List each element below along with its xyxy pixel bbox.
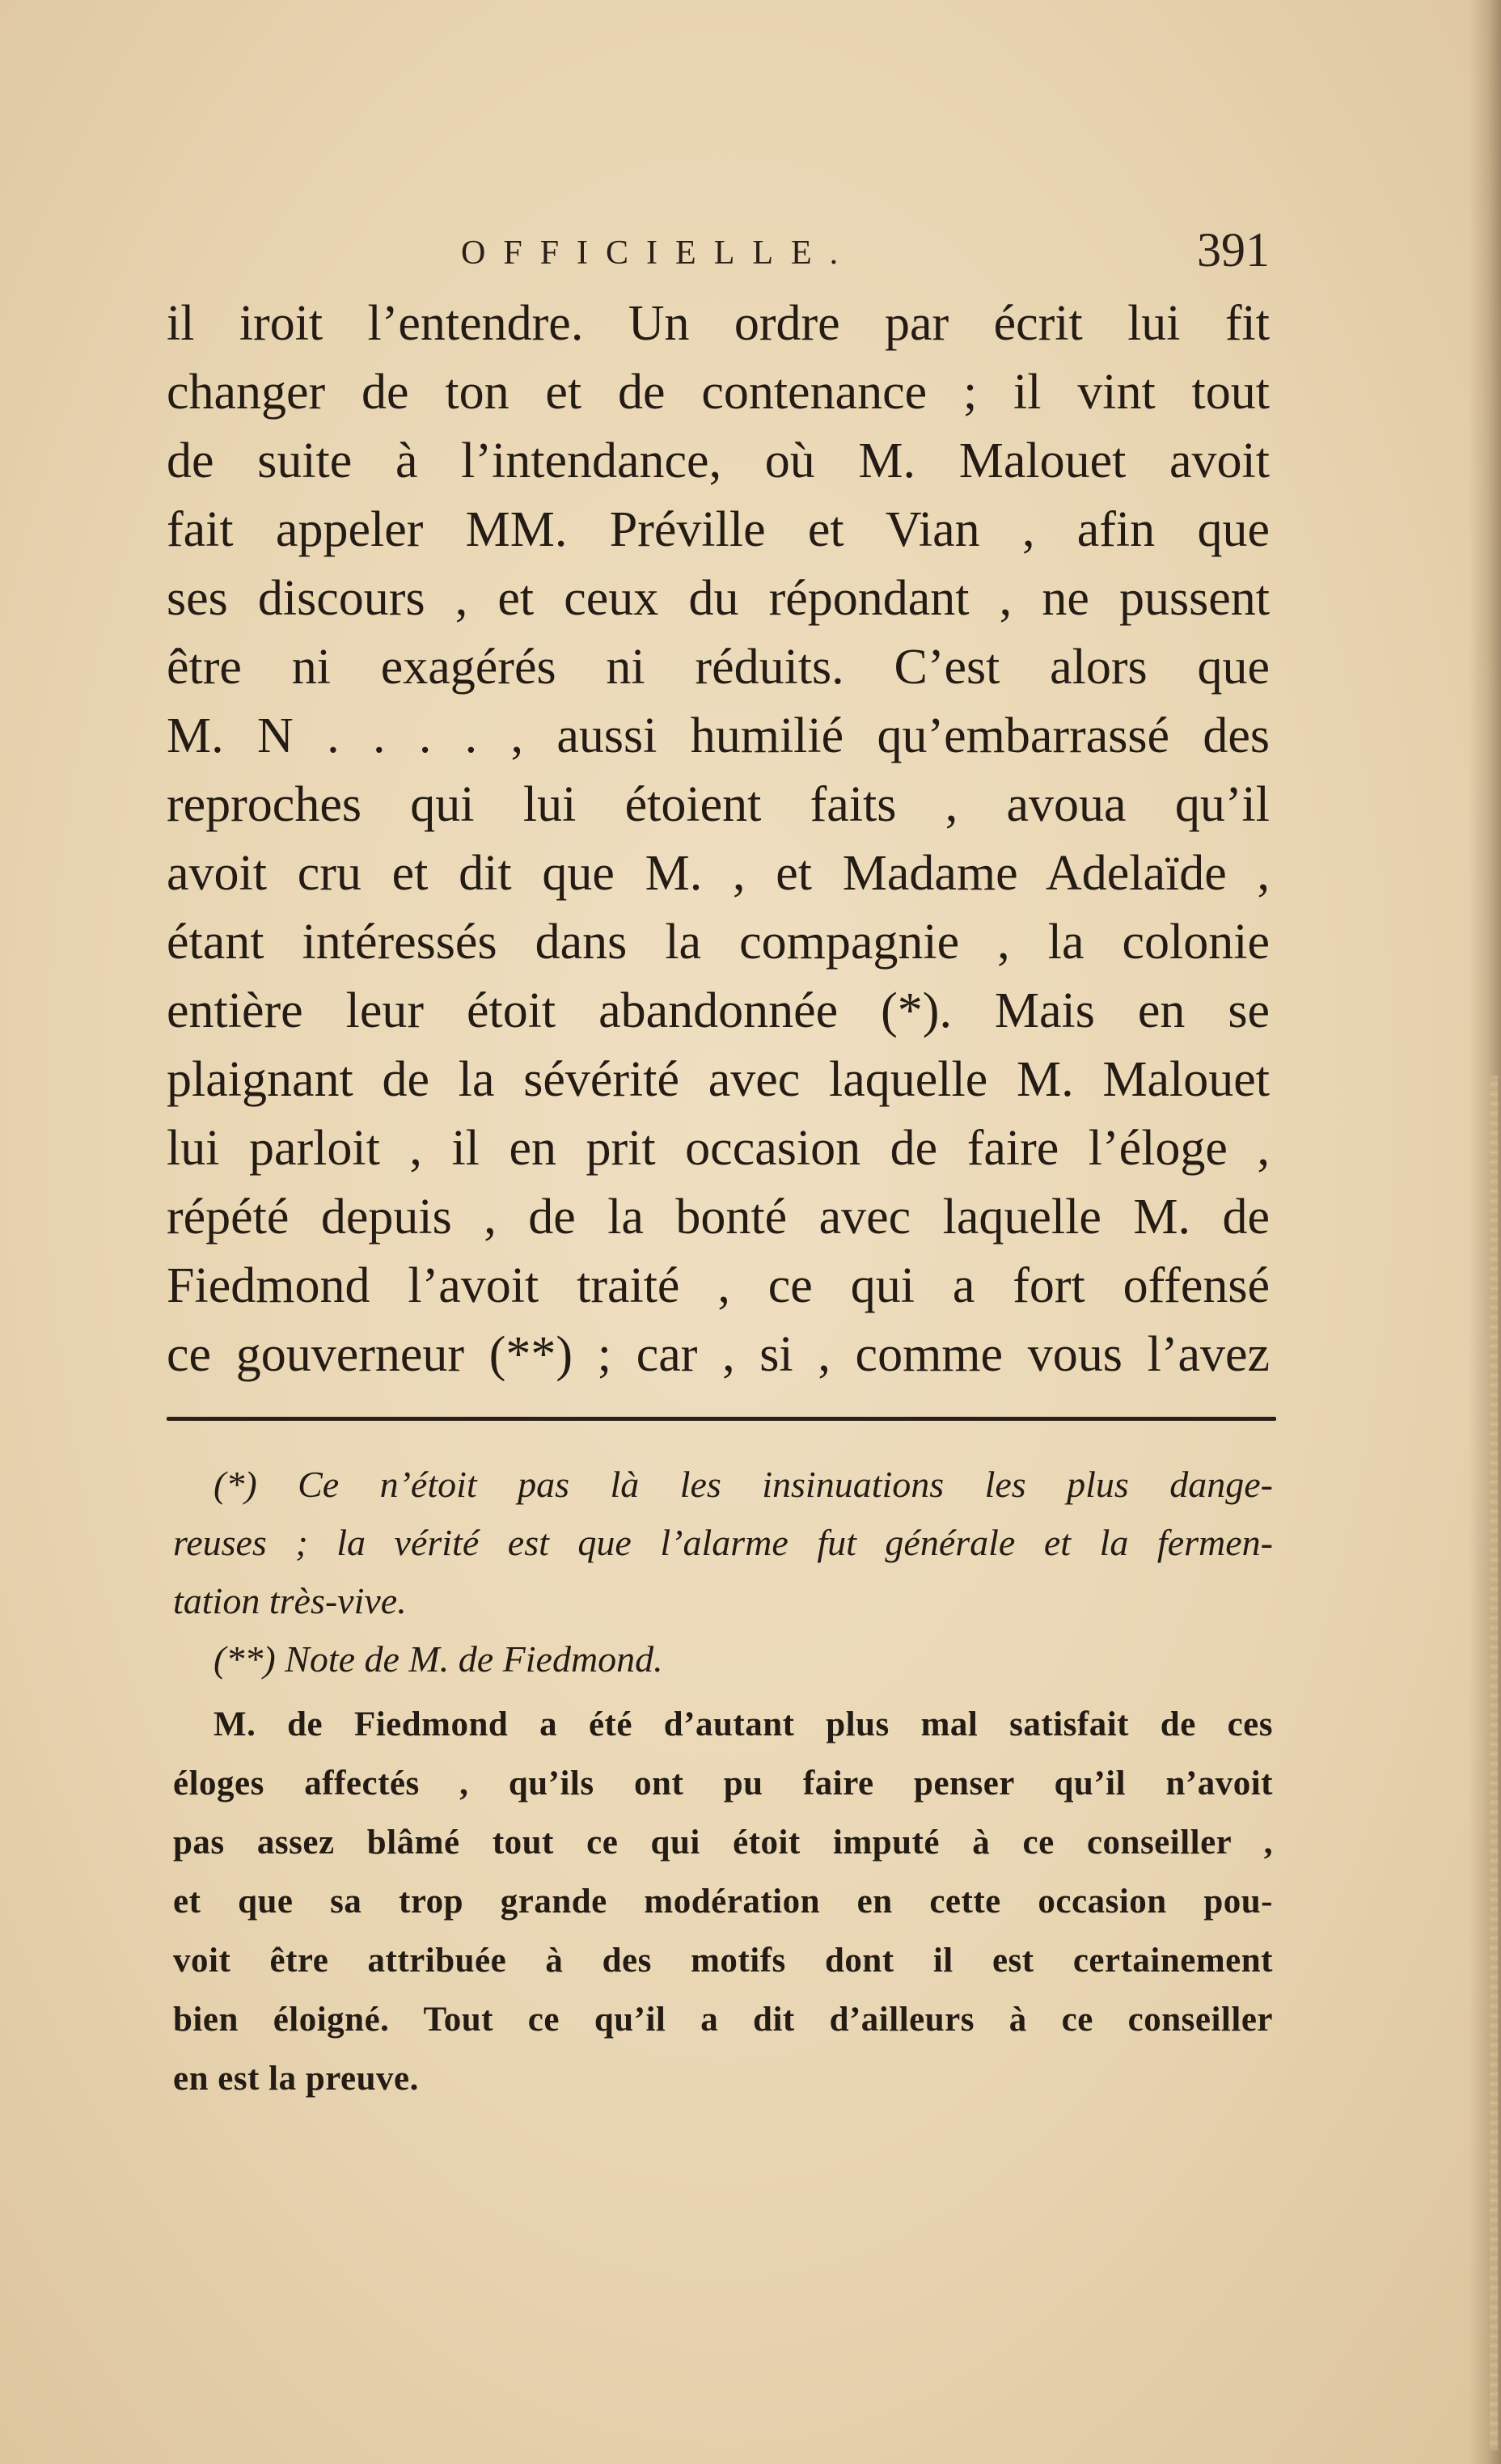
footnote-line: bien éloigné. Tout ce qu’il a dit d’ailleurs à ce conseiller (173, 2001, 1273, 2039)
footnote-line: et que sa trop grande modération en cette occasion pou- (173, 1883, 1273, 1921)
footnote-2-heading: (**) Note de M. de Fiedmond. (214, 1638, 663, 1680)
footnote-line: pas assez blâmé tout ce qui étoit imputé à ce conseiller , (173, 1824, 1273, 1862)
text-line: de suite à l’intendance, où M. Malouet avoit (167, 433, 1270, 488)
page-number: 391 (1197, 223, 1270, 277)
text-line: être ni exagérés ni réduits. C’est alors que (167, 640, 1270, 695)
footnote-line: (*) Ce n’étoit pas là les insinuations les plus dange- (214, 1464, 1273, 1505)
text-line: entière leur étoit abandonnée (*). Mais en se (167, 983, 1270, 1038)
main-text (167, 290, 1270, 1389)
text-line: il iroit l’entendre. Un ordre par écrit lui fit (167, 296, 1270, 351)
footnote-1 (173, 1456, 1273, 1688)
text-line: Fiedmond l’avoit traité , ce qui a fort offensé (167, 1258, 1270, 1313)
footnote-line: en est la preuve. (173, 2060, 419, 2098)
footnote-2-body (173, 1695, 1273, 2108)
footnote-line: éloges affectés , qu’ils ont pu faire penser qu’il n’avoit (173, 1765, 1273, 1803)
running-head: OFFICIELLE. (461, 235, 856, 272)
text-line: fait appeler MM. Préville et Vian , afin que (167, 502, 1270, 557)
footnote-line: reuses ; la vérité est que l’alarme fut générale et la fermen- (173, 1522, 1273, 1563)
text-line: reproches qui lui étoient faits , avoua qu’il (167, 777, 1270, 832)
text-line: étant intéressés dans la compagnie , la colonie (167, 915, 1270, 970)
footnote-line: M. de Fiedmond a été d’autant plus mal satisfait de ces (214, 1705, 1273, 1743)
page-header (170, 222, 1270, 287)
footnote-line: tation très-vive. (173, 1580, 407, 1621)
text-line: ce gouverneur (**) ; car , si , comme vous l’avez (167, 1327, 1270, 1382)
footnote-divider (167, 1417, 1276, 1421)
footnote-line: voit être attribuée à des motifs dont il est certainement (173, 1942, 1273, 1980)
text-line: plaignant de la sévérité avec laquelle M. Malouet (167, 1052, 1270, 1107)
footnotes (173, 1456, 1273, 2108)
text-line: lui parloit , il en prit occasion de faire l’éloge , (167, 1121, 1270, 1176)
text-line: changer de ton et de contenance ; il vint tout (167, 365, 1270, 420)
page-edge-texture (1490, 1076, 1498, 2450)
text-line: répété depuis , de la bonté avec laquelle M. de (167, 1190, 1270, 1245)
text-line: ses discours , et ceux du répondant , ne pussent (167, 571, 1270, 626)
text-line: M. N . . . . , aussi humilié qu’embarrassé des (167, 708, 1270, 763)
text-line: avoit cru et dit que M. , et Madame Adelaïde , (167, 846, 1270, 901)
